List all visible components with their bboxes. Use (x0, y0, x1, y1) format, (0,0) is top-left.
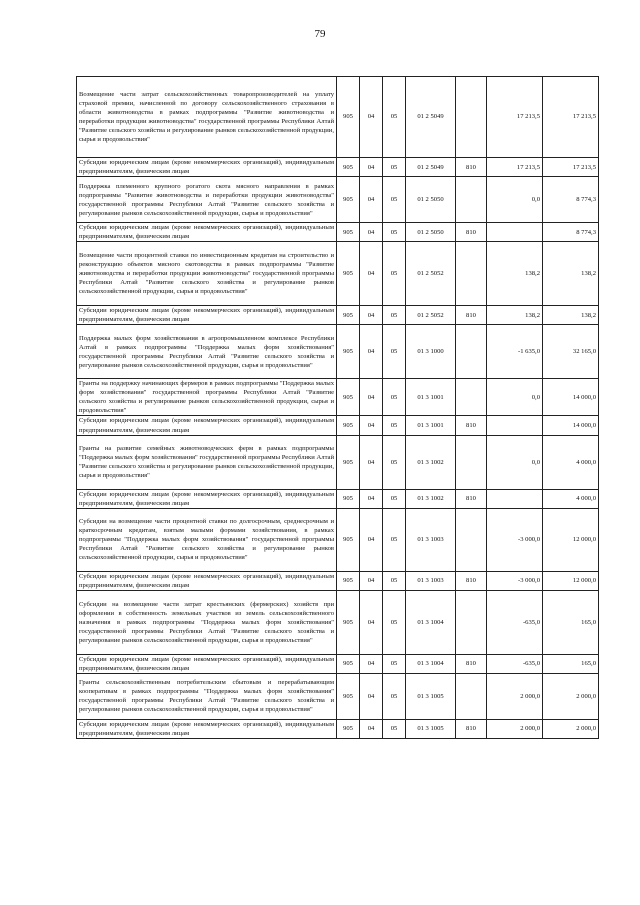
table-row (77, 590, 599, 654)
ministry-code-cell: 905 (337, 673, 360, 719)
section-code-cell: 04 (360, 223, 383, 242)
section-code-cell: 04 (360, 673, 383, 719)
amount-total-cell: 17 213,5 (543, 158, 599, 177)
amount-total-cell: 8 774,3 (543, 223, 599, 242)
ministry-code-cell: 905 (337, 325, 360, 379)
amount-total-cell: 4 000,0 (543, 435, 599, 489)
expense-type-cell (456, 242, 487, 306)
amount-change-cell: 0,0 (487, 435, 543, 489)
target-article-cell: 01 3 1002 (406, 435, 456, 489)
amount-total-cell: 12 000,0 (543, 508, 599, 571)
amount-total-cell: 32 165,0 (543, 325, 599, 379)
amount-total-cell: 138,2 (543, 242, 599, 306)
table-row (77, 416, 599, 435)
expense-type-cell (456, 325, 487, 379)
expense-description-cell: Субсидии юридическим лицам (кроме некоммерческих организаций), индивидуальным предпринимателям, физическим лицам (77, 654, 337, 673)
section-code-cell: 04 (360, 571, 383, 590)
subsection-code-cell: 05 (383, 242, 406, 306)
amount-change-cell (487, 223, 543, 242)
expense-description-cell: Поддержка племенного крупного рогатого скота мясного направления в рамках подпрограммы "Развитие животноводства и переработки продукции животноводства" государственной программы Республики Алтай "Развитие сельского хозяйства и регулирование рынков сельскохозяйственной продукции, сырья и продовольствия" (77, 177, 337, 223)
target-article-cell: 01 2 5052 (406, 306, 456, 325)
table-row (77, 223, 599, 242)
amount-total-cell: 14 000,0 (543, 416, 599, 435)
amount-total-cell: 14 000,0 (543, 379, 599, 416)
ministry-code-cell: 905 (337, 590, 360, 654)
ministry-code-cell: 905 (337, 306, 360, 325)
expense-description-cell: Субсидии юридическим лицам (кроме некоммерческих организаций), индивидуальным предпринимателям, физическим лицам (77, 719, 337, 738)
table-row (77, 158, 599, 177)
table-row (77, 673, 599, 719)
amount-total-cell: 165,0 (543, 654, 599, 673)
expense-type-cell: 810 (456, 719, 487, 738)
ministry-code-cell: 905 (337, 654, 360, 673)
amount-change-cell: -635,0 (487, 590, 543, 654)
expense-type-cell (456, 379, 487, 416)
ministry-code-cell: 905 (337, 571, 360, 590)
section-code-cell: 04 (360, 325, 383, 379)
expense-type-cell: 810 (456, 571, 487, 590)
ministry-code-cell: 905 (337, 77, 360, 158)
target-article-cell: 01 2 5050 (406, 223, 456, 242)
table-row (77, 379, 599, 416)
amount-total-cell: 138,2 (543, 306, 599, 325)
expense-type-cell (456, 673, 487, 719)
table-row (77, 177, 599, 223)
subsection-code-cell: 05 (383, 158, 406, 177)
section-code-cell: 04 (360, 77, 383, 158)
subsection-code-cell: 05 (383, 177, 406, 223)
ministry-code-cell: 905 (337, 416, 360, 435)
target-article-cell: 01 3 1005 (406, 673, 456, 719)
table-row (77, 571, 599, 590)
target-article-cell: 01 2 5050 (406, 177, 456, 223)
amount-total-cell: 12 000,0 (543, 571, 599, 590)
ministry-code-cell: 905 (337, 242, 360, 306)
subsection-code-cell: 05 (383, 489, 406, 508)
amount-change-cell: -3 000,0 (487, 508, 543, 571)
subsection-code-cell: 05 (383, 571, 406, 590)
subsection-code-cell: 05 (383, 416, 406, 435)
subsection-code-cell: 05 (383, 435, 406, 489)
subsection-code-cell: 05 (383, 306, 406, 325)
section-code-cell: 04 (360, 306, 383, 325)
amount-change-cell: 17 213,5 (487, 158, 543, 177)
expense-description-cell: Возмещение части затрат сельскохозяйственных товаропроизводителей на уплату страховой премии, начисленной по договору сельскохозяйственного страхования в области животноводства в рамках подпрограммы "Развитие животноводства и переработки продукции животноводства" государственной программы Республики Алтай "Развитие сельского хозяйства и регулирование рынков сельскохозяйственной продукции, сырья и продовольствия" (77, 77, 337, 158)
section-code-cell: 04 (360, 158, 383, 177)
amount-total-cell: 2 000,0 (543, 673, 599, 719)
subsection-code-cell: 05 (383, 508, 406, 571)
section-code-cell: 04 (360, 379, 383, 416)
expense-description-cell: Субсидии юридическим лицам (кроме некоммерческих организаций), индивидуальным предпринимателям, физическим лицам (77, 416, 337, 435)
target-article-cell: 01 3 1003 (406, 571, 456, 590)
amount-change-cell: -635,0 (487, 654, 543, 673)
amount-change-cell: 17 213,5 (487, 77, 543, 158)
expense-type-cell (456, 177, 487, 223)
table-row (77, 719, 599, 738)
table-row (77, 77, 599, 158)
page-number: 79 (314, 28, 326, 40)
section-code-cell: 04 (360, 590, 383, 654)
amount-change-cell: 0,0 (487, 177, 543, 223)
subsection-code-cell: 05 (383, 325, 406, 379)
target-article-cell: 01 3 1004 (406, 654, 456, 673)
expense-type-cell: 810 (456, 489, 487, 508)
table-body (77, 77, 599, 739)
section-code-cell: 04 (360, 177, 383, 223)
expense-description-cell: Гранты на развитие семейных животноводческих ферм в рамках подпрограммы "Поддержка малых форм хозяйствования" государственной программы Республики Алтай "Развитие сельского хозяйства и регулирование рынков сельскохозяйственной продукции, сырья и продовольствия" (77, 435, 337, 489)
expense-type-cell: 810 (456, 654, 487, 673)
target-article-cell: 01 3 1002 (406, 489, 456, 508)
ministry-code-cell: 905 (337, 223, 360, 242)
ministry-code-cell: 905 (337, 508, 360, 571)
expense-description-cell: Поддержка малых форм хозяйствования в агропромышленном комплексе Республики Алтай в рамках подпрограммы "Поддержка малых форм хозяйствования" государственной программы Республики Алтай "Развитие сельского хозяйства и регулирование рынков сельскохозяйственной продукции, сырья и продовольствия" (77, 325, 337, 379)
expense-description-cell: Субсидии юридическим лицам (кроме некоммерческих организаций), индивидуальным предпринимателям, физическим лицам (77, 306, 337, 325)
section-code-cell: 04 (360, 416, 383, 435)
target-article-cell: 01 2 5049 (406, 158, 456, 177)
amount-change-cell (487, 489, 543, 508)
expense-description-cell: Субсидии на возмещение части затрат крестьянских (фермерских) хозяйств при оформлении в собственность земельных участков из земель сельскохозяйственного назначения в рамках подпрограммы "Поддержка малых форм хозяйствования" государственной программы Республики Алтай "Развитие сельского хозяйства и регулирование рынков сельскохозяйственной продукции, сырья и продовольствия" (77, 590, 337, 654)
ministry-code-cell: 905 (337, 489, 360, 508)
amount-change-cell: 138,2 (487, 242, 543, 306)
section-code-cell: 04 (360, 435, 383, 489)
target-article-cell: 01 2 5049 (406, 77, 456, 158)
section-code-cell: 04 (360, 242, 383, 306)
expense-type-cell: 810 (456, 158, 487, 177)
amount-change-cell: -3 000,0 (487, 571, 543, 590)
amount-change-cell (487, 416, 543, 435)
amount-change-cell: 2 000,0 (487, 719, 543, 738)
table-row (77, 325, 599, 379)
ministry-code-cell: 905 (337, 719, 360, 738)
table-row (77, 435, 599, 489)
subsection-code-cell: 05 (383, 77, 406, 158)
amount-change-cell: 0,0 (487, 379, 543, 416)
expense-description-cell: Субсидии юридическим лицам (кроме некоммерческих организаций), индивидуальным предпринимателям, физическим лицам (77, 571, 337, 590)
subsection-code-cell: 05 (383, 379, 406, 416)
table-row (77, 489, 599, 508)
section-code-cell: 04 (360, 489, 383, 508)
table-row (77, 306, 599, 325)
amount-total-cell: 8 774,3 (543, 177, 599, 223)
target-article-cell: 01 3 1001 (406, 379, 456, 416)
amount-total-cell: 165,0 (543, 590, 599, 654)
amount-change-cell: 2 000,0 (487, 673, 543, 719)
ministry-code-cell: 905 (337, 435, 360, 489)
expense-type-cell (456, 508, 487, 571)
expense-type-cell (456, 590, 487, 654)
subsection-code-cell: 05 (383, 590, 406, 654)
amount-total-cell: 2 000,0 (543, 719, 599, 738)
ministry-code-cell: 905 (337, 379, 360, 416)
expense-description-cell: Возмещение части процентной ставки по инвестиционным кредитам на строительство и реконструкцию объектов мясного скотоводства в рамках подпрограммы "Развитие животноводства и переработки продукции животноводства" государственной программы Республики Алтай "Развитие сельского хозяйства и регулирование рынков сельскохозяйственной продукции, сырья и продовольствия" (77, 242, 337, 306)
amount-total-cell: 17 213,5 (543, 77, 599, 158)
target-article-cell: 01 3 1005 (406, 719, 456, 738)
ministry-code-cell: 905 (337, 158, 360, 177)
table-row (77, 508, 599, 571)
expense-type-cell: 810 (456, 416, 487, 435)
subsection-code-cell: 05 (383, 654, 406, 673)
amount-change-cell: -1 635,0 (487, 325, 543, 379)
subsection-code-cell: 05 (383, 673, 406, 719)
amount-total-cell: 4 000,0 (543, 489, 599, 508)
target-article-cell: 01 2 5052 (406, 242, 456, 306)
target-article-cell: 01 3 1003 (406, 508, 456, 571)
subsection-code-cell: 05 (383, 719, 406, 738)
table-row (77, 654, 599, 673)
expense-type-cell (456, 435, 487, 489)
expense-description-cell: Гранты сельскохозяйственным потребительским сбытовым и перерабатывающим кооперативам в рамках подпрограммы "Поддержка малых форм хозяйствования" государственной программы Республики Алтай "Развитие сельского хозяйства и регулирование рынков сельскохозяйственной продукции, сырья и продовольствия" (77, 673, 337, 719)
expense-type-cell: 810 (456, 306, 487, 325)
expense-description-cell: Субсидии юридическим лицам (кроме некоммерческих организаций), индивидуальным предпринимателям, физическим лицам (77, 489, 337, 508)
target-article-cell: 01 3 1001 (406, 416, 456, 435)
expense-description-cell: Гранты на поддержку начинающих фермеров в рамках подпрограммы "Поддержка малых форм хозяйствования" государственной программы Республики Алтай "Развитие сельского хозяйства и регулирование рынков сельскохозяйственной продукции, сырья и продовольствия" (77, 379, 337, 416)
target-article-cell: 01 3 1004 (406, 590, 456, 654)
budget-table (76, 76, 599, 739)
expense-type-cell: 810 (456, 223, 487, 242)
expense-type-cell (456, 77, 487, 158)
expense-description-cell: Субсидии юридическим лицам (кроме некоммерческих организаций), индивидуальным предпринимателям, физическим лицам (77, 158, 337, 177)
section-code-cell: 04 (360, 508, 383, 571)
amount-change-cell: 138,2 (487, 306, 543, 325)
subsection-code-cell: 05 (383, 223, 406, 242)
section-code-cell: 04 (360, 719, 383, 738)
ministry-code-cell: 905 (337, 177, 360, 223)
target-article-cell: 01 3 1000 (406, 325, 456, 379)
table-row (77, 242, 599, 306)
expense-description-cell: Субсидии на возмещение части процентной ставки по долгосрочным, среднесрочным и краткосрочным кредитам, взятым малыми формами хозяйствования, в рамках подпрограммы "Поддержка малых форм хозяйствования" государственной программы Республики Алтай "Развитие сельского хозяйства и регулирование рынков сельскохозяйственной продукции, сырья и продовольствия" (77, 508, 337, 571)
section-code-cell: 04 (360, 654, 383, 673)
expense-description-cell: Субсидии юридическим лицам (кроме некоммерческих организаций), индивидуальным предпринимателям, физическим лицам (77, 223, 337, 242)
